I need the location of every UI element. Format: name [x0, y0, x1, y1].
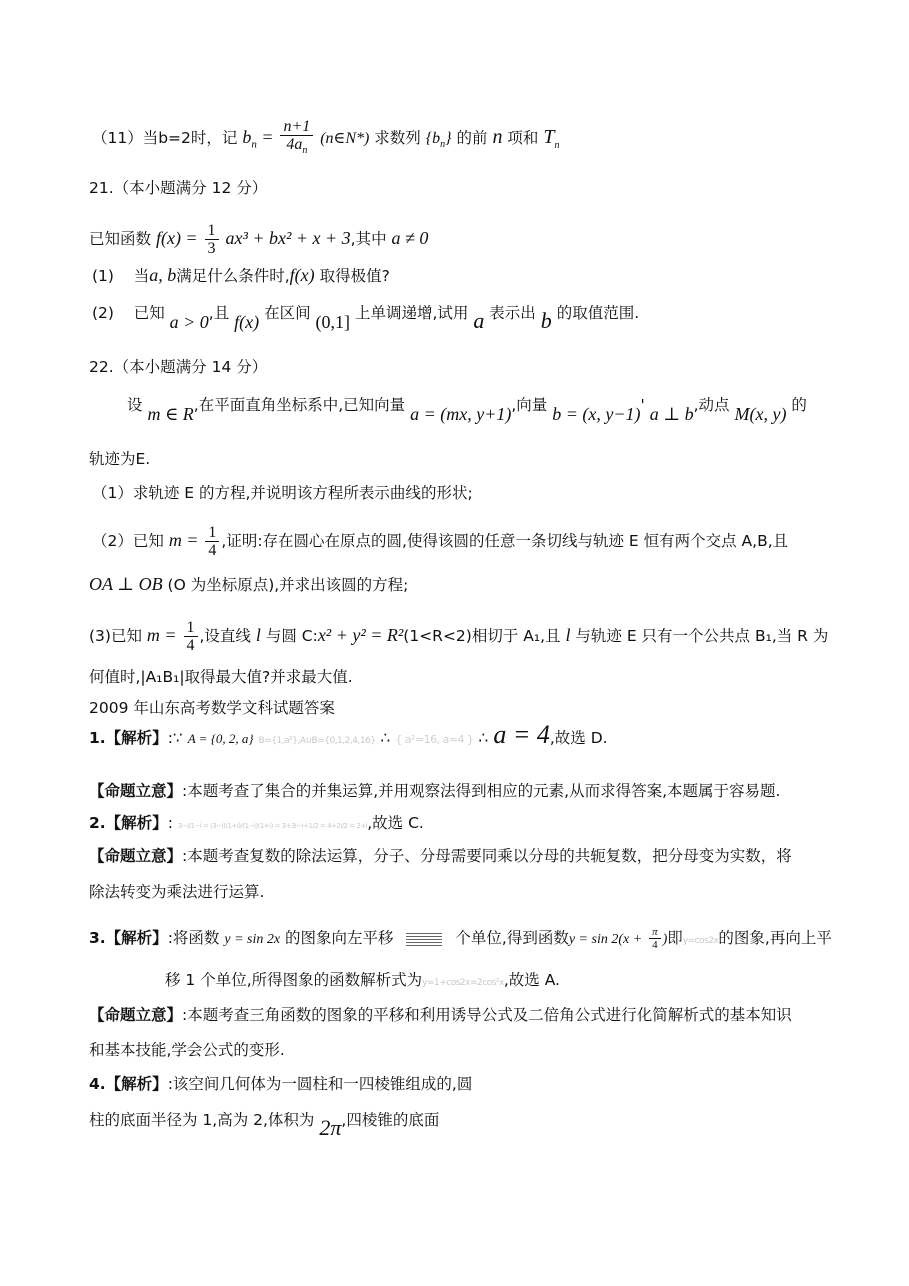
answer-1: 1.【解析】:∵ A = {0, 2, a} B={1,a²},A∪B={0,1,2,4,16} ∴ { a²=16, a=4 } ∴ a = 4,故选 D. [89, 720, 608, 749]
q11-formula: $b_n$ = [242, 127, 274, 151]
q21-frac: $\frac{1}{3}$ [205, 222, 219, 257]
q11-tail1: 的前 [456, 129, 488, 148]
q11-line [92, 118, 559, 159]
q11-cond: (n∈N*) [320, 130, 370, 148]
q11-mid: 求数列 [374, 129, 421, 148]
q22-part2: （2）已知 m = $\frac{1}{4}$ ,证明:存在圆心在原点的圆,使得该圆的任意一条切线与轨迹 E 恒有两个交点 A,B,且 [92, 524, 789, 559]
q11-seq: $\{b_n\}$ [425, 130, 452, 151]
intent-3-line1: 【命题立意】:本题考查三角函数的图象的平移和利用诱导公式及二倍角公式进行化简解析式的基本知识 [89, 1006, 792, 1024]
q22-part1: （1）求轨迹 E 的方程,并说明该方程所表示曲线的形状; [92, 484, 473, 502]
q11-prefix: （11）当b=2时，记 [92, 129, 238, 148]
q21-heading: 21.（本小题满分 12 分） [89, 179, 268, 197]
q22-line1: 设 m ∈ R,在平面直角坐标系中,已知向量 a = (mx, y+1),向量 b = (x, y−1)' a ⊥ b,动点 M(x, y) 的 [127, 396, 807, 424]
q11-frac: $\frac{n+1}{4a_n}$ [280, 118, 313, 159]
q21-part1: (1) 当a, b满足什么条件时,f(x) 取得极值? [92, 265, 390, 285]
q22-heading: 22.（本小题满分 14 分） [89, 358, 268, 376]
q22-line2: 轨迹为E. [89, 450, 151, 468]
q22-part2-cont: OA ⊥ OB (O 为坐标原点),并求出该圆的方程; [89, 574, 409, 594]
intent-1: 【命题立意】:本题考查了集合的并集运算,并用观察法得到相应的元素,从而求得答案,本题属于容易题. [89, 782, 781, 800]
q11-n: n [492, 126, 503, 149]
answers-title: 2009 年山东高考数学文科试题答案 [89, 699, 335, 717]
q21-cond: a ≠ 0 [391, 228, 429, 248]
answer-4-line2: 柱的底面半径为 1,高为 2,体积为 2π,四棱锥的底面 [89, 1111, 440, 1140]
q22-part3-cont: 何值时,|A₁B₁|取得最大值?并求最大值. [89, 668, 353, 686]
answer-2: 2.【解析】: 3−i/1−i = (3−i)(1+i)/(1−i)(1+i) = 3+3i−i+1/2 = 4+2i/2 = 2+i,故选 C. [89, 814, 424, 832]
intent-2-line2: 除法转变为乘法进行运算. [89, 883, 265, 901]
shift-amount-image [406, 932, 442, 946]
q21-f-rhs: ax³ + bx² + x + 3 [225, 228, 351, 248]
q21-f-lhs: f(x) = [155, 228, 198, 248]
answer-3-cont: 移 1 个单位,所得图象的函数解析式为y=1+cos2x=2cos²x,故选 A. [165, 971, 560, 989]
q21-intro: 已知函数 f(x) = $\frac{1}{3}$ ax³ + bx² + x + 3,其中 a ≠ 0 [89, 222, 429, 257]
intent-2-line1: 【命题立意】:本题考查复数的除法运算，分子、分母需要同乘以分母的共轭复数，把分母变为实数，将 [89, 847, 792, 865]
answer-3: 3.【解析】:将函数 y = sin 2x 的图象向左平移 个单位,得到函数y = sin 2(x + $\frac{\pi}{4}$ )即y=cos2x的图象,再向上平 [89, 926, 832, 951]
q11-tail2: 项和 [507, 129, 539, 148]
q11-T: $T_n$ [543, 126, 560, 152]
intent-3-line2: 和基本技能,学会公式的变形. [89, 1041, 285, 1059]
q21-part2: (2) 已知 a > 0,且 f(x) 在区间 (0,1] 上单调递增,试用 a 表示出 b 的取值范围. [92, 304, 640, 333]
answer-4-line1: 4.【解析】:该空间几何体为一圆柱和一四棱锥组成的,圆 [89, 1075, 473, 1093]
q22-part3: (3)已知 m = $\frac{1}{4}$ ,设直线 l 与圆 C:x² + y² = R²(1<R<2)相切于 A₁,且 l 与轨迹 E 只有一个公共点 B₁,当 R 为 [89, 619, 829, 654]
